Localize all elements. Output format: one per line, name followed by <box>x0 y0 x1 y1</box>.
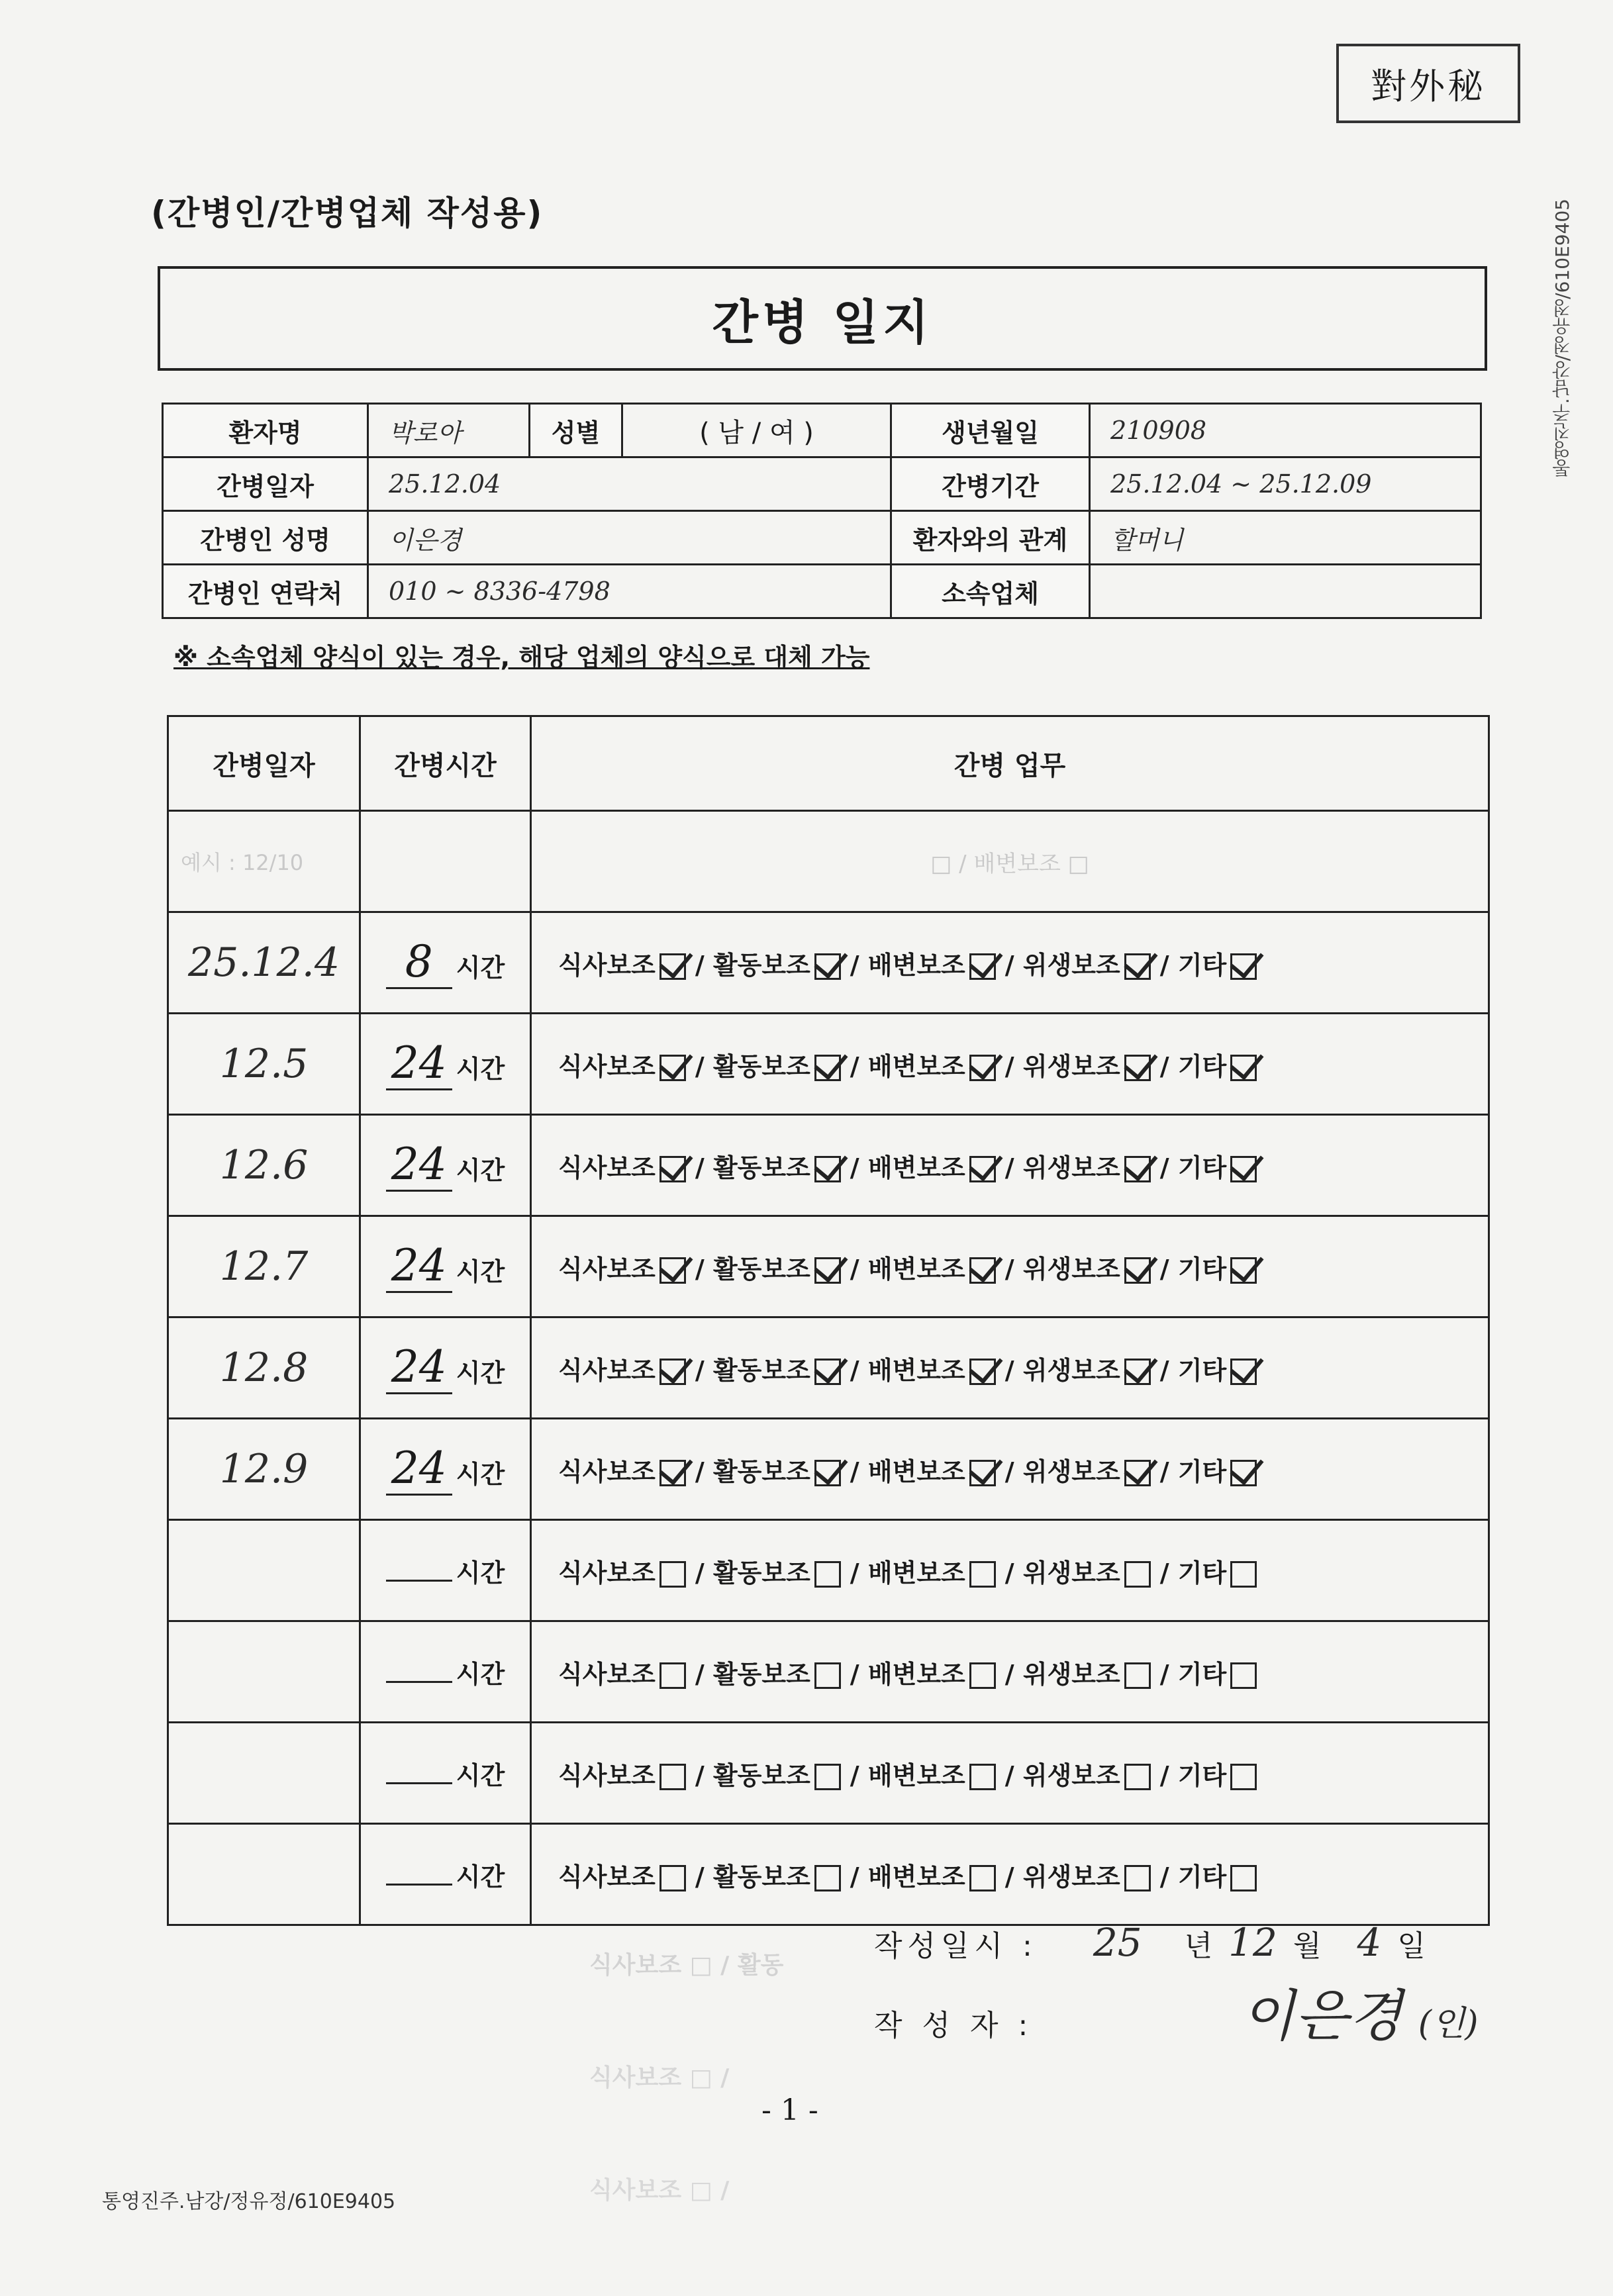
form-subtitle: (간병인/간병업체 작성용) <box>151 194 544 232</box>
duty-item <box>1178 1856 1262 1893</box>
duty-item <box>1023 1553 1156 1589</box>
care-date-label: 간병일자 <box>163 457 368 511</box>
duty-item <box>868 1147 1001 1184</box>
duty-item <box>1023 1654 1156 1690</box>
writer-label: 작 성 자 : <box>874 2009 1034 2042</box>
log-hours: 8 <box>386 936 452 989</box>
example-hours <box>360 811 531 912</box>
duty-label: 활동보조 <box>712 1659 810 1689</box>
duty-label: 식사보조 <box>558 1760 656 1790</box>
example-date: 예시 : 12/10 <box>168 811 360 912</box>
log-date <box>168 1621 360 1723</box>
duty-label: 배변보조 <box>867 1153 965 1182</box>
duty-checkbox[interactable] <box>1230 1764 1257 1790</box>
duty-checkbox[interactable] <box>814 1055 841 1081</box>
duty-label: 위생보조 <box>1022 1355 1120 1385</box>
care-period-label: 간병기간 <box>891 457 1090 511</box>
duty-label: 활동보조 <box>712 1254 810 1284</box>
duty-item <box>558 1755 691 1792</box>
duty-label: 위생보조 <box>1022 1457 1120 1486</box>
duty-checkbox[interactable] <box>660 1865 686 1891</box>
writer-seal: (인) <box>1418 2004 1479 2044</box>
hours-unit: 시간 <box>456 1257 505 1286</box>
duty-item <box>868 1249 1001 1285</box>
header-care-date: 간병일자 <box>168 716 360 811</box>
care-date-value: 25.12.04 <box>368 457 891 511</box>
writer-signature: 이은경 <box>1241 1984 1402 2048</box>
header-care-duties: 간병 업무 <box>531 716 1489 811</box>
duty-checkbox[interactable] <box>1230 1156 1257 1182</box>
duty-item <box>558 1046 691 1082</box>
log-hours-cell <box>360 1317 531 1419</box>
duty-label: 활동보조 <box>712 1457 810 1486</box>
log-date <box>168 1520 360 1621</box>
signature-block <box>874 1920 1479 2052</box>
relation-value: 할머니 <box>1090 511 1481 565</box>
hours-unit: 시간 <box>456 953 505 982</box>
duty-item <box>1178 1553 1262 1589</box>
duty-checkbox[interactable] <box>1124 1257 1151 1284</box>
day-unit: 일 <box>1397 1929 1426 1963</box>
written-year: 25 <box>1093 1920 1142 1965</box>
log-hours-cell <box>360 1216 531 1317</box>
duty-checkbox[interactable] <box>969 1662 996 1689</box>
log-row <box>168 1723 1489 1824</box>
duty-checkbox[interactable] <box>814 1257 841 1284</box>
duty-item <box>1178 1249 1262 1285</box>
duty-item <box>1178 1046 1262 1082</box>
log-row <box>168 1621 1489 1723</box>
duty-label: 식사보조 <box>558 1355 656 1385</box>
care-log-table <box>167 715 1490 1926</box>
duty-label: 위생보조 <box>1022 1051 1120 1081</box>
duty-label: 기타 <box>1177 1659 1227 1689</box>
log-duties: 식사보조 / 활동보조 / 배변보조 / 위생보조 / 기타 <box>531 1621 1489 1723</box>
duty-checkbox[interactable] <box>969 1257 996 1284</box>
duty-item <box>713 1451 846 1488</box>
duty-label: 활동보조 <box>712 1051 810 1081</box>
duty-label: 활동보조 <box>712 1558 810 1588</box>
duty-item <box>713 1553 846 1589</box>
example-duty: □ / 배변보조 □ <box>531 811 1489 912</box>
duty-label: 식사보조 <box>558 1051 656 1081</box>
duty-checkbox[interactable] <box>1230 1359 1257 1385</box>
document-title: 간병 일지 <box>158 266 1487 371</box>
hours-unit: 시간 <box>456 1156 505 1185</box>
caregiver-name-label: 간병인 성명 <box>163 511 368 565</box>
duty-checkbox[interactable] <box>1230 1561 1257 1588</box>
log-date: 12.9 <box>168 1419 360 1520</box>
duty-checkbox[interactable] <box>660 1156 686 1182</box>
duty-label: 기타 <box>1177 1051 1227 1081</box>
relation-label: 환자와의 관계 <box>891 511 1090 565</box>
duty-label: 식사보조 <box>558 1457 656 1486</box>
patient-info-table <box>162 403 1482 619</box>
bleed-through-2: 식사보조 □ / <box>589 2064 730 2091</box>
duty-label: 활동보조 <box>712 950 810 980</box>
duty-item <box>558 945 691 981</box>
duty-checkbox[interactable] <box>660 1561 686 1588</box>
duty-item <box>558 1350 691 1386</box>
contact-value: 010 ~ 8336-4798 <box>368 565 891 618</box>
duty-checkbox[interactable] <box>1230 1865 1257 1891</box>
duty-checkbox[interactable] <box>660 1460 686 1486</box>
vertical-watermark: 통영진주.남강/정유정/610E9405 <box>1551 199 1573 479</box>
duty-label: 위생보조 <box>1022 1862 1120 1891</box>
agency-label: 소속업체 <box>891 565 1090 618</box>
duty-item <box>713 1755 846 1792</box>
duty-checkbox[interactable] <box>969 1764 996 1790</box>
duty-checkbox[interactable] <box>660 1764 686 1790</box>
duty-label: 기타 <box>1177 1153 1227 1182</box>
duty-item <box>713 1249 846 1285</box>
duty-checkbox[interactable] <box>1230 1662 1257 1689</box>
written-day: 4 <box>1357 1920 1382 1965</box>
agency-value <box>1090 565 1481 618</box>
duty-label: 배변보조 <box>867 1659 965 1689</box>
duty-item <box>713 1147 846 1184</box>
duty-item <box>713 1856 846 1893</box>
duty-item <box>1178 1350 1262 1386</box>
duty-checkbox[interactable] <box>969 1865 996 1891</box>
duty-checkbox[interactable] <box>814 953 841 980</box>
duty-item <box>868 1654 1001 1690</box>
duty-label: 위생보조 <box>1022 1558 1120 1588</box>
duty-checkbox[interactable] <box>1230 1460 1257 1486</box>
log-hours-cell <box>360 912 531 1014</box>
log-duties: 식사보조 / 활동보조 / 배변보조 / 위생보조 / 기타 <box>531 1824 1489 1925</box>
gender-label: 성별 <box>530 404 622 457</box>
duty-item <box>558 1654 691 1690</box>
log-hours: 24 <box>386 1037 452 1090</box>
duty-checkbox[interactable] <box>1230 1257 1257 1284</box>
duty-label: 기타 <box>1177 1760 1227 1790</box>
duty-item <box>713 1046 846 1082</box>
duty-item <box>713 1350 846 1386</box>
duty-item <box>558 1249 691 1285</box>
log-hours: 24 <box>386 1341 452 1394</box>
birth-value: 210908 <box>1090 404 1481 457</box>
duty-item <box>868 945 1001 981</box>
header-care-hours: 간병시간 <box>360 716 531 811</box>
duty-label: 기타 <box>1177 1457 1227 1486</box>
log-duties: 식사보조 / 활동보조 / 배변보조 / 위생보조 / 기타 <box>531 1317 1489 1419</box>
duty-checkbox[interactable] <box>969 1561 996 1588</box>
duty-checkbox[interactable] <box>969 953 996 980</box>
duty-checkbox[interactable] <box>814 1460 841 1486</box>
duty-item <box>1178 945 1262 981</box>
log-duties: 식사보조 / 활동보조 / 배변보조 / 위생보조 / 기타 <box>531 1216 1489 1317</box>
page-number: - 1 - <box>761 2093 818 2127</box>
duty-item <box>1023 1249 1156 1285</box>
duty-label: 배변보조 <box>867 1051 965 1081</box>
duty-checkbox[interactable] <box>814 1156 841 1182</box>
log-row <box>168 912 1489 1014</box>
duty-item <box>1178 1755 1262 1792</box>
month-unit: 월 <box>1293 1929 1322 1963</box>
duty-label: 위생보조 <box>1022 1659 1120 1689</box>
log-hours-cell <box>360 1014 531 1115</box>
log-duties: 식사보조 / 활동보조 / 배변보조 / 위생보조 / 기타 <box>531 1520 1489 1621</box>
duty-label: 배변보조 <box>867 950 965 980</box>
duty-item <box>558 1147 691 1184</box>
log-date <box>168 1723 360 1824</box>
duty-label: 기타 <box>1177 950 1227 980</box>
log-hours-cell <box>360 1621 531 1723</box>
duty-label: 활동보조 <box>712 1760 810 1790</box>
duty-item <box>868 1553 1001 1589</box>
duty-item <box>868 1046 1001 1082</box>
duty-item <box>713 1654 846 1690</box>
duty-item <box>868 1856 1001 1893</box>
duty-label: 기타 <box>1177 1558 1227 1588</box>
duty-item <box>713 945 846 981</box>
duty-checkbox[interactable] <box>814 1662 841 1689</box>
duty-label: 배변보조 <box>867 1355 965 1385</box>
duty-label: 식사보조 <box>558 1254 656 1284</box>
duty-item <box>868 1350 1001 1386</box>
log-hours-cell <box>360 1419 531 1520</box>
gender-options: ( 남 / 여 ) <box>622 404 891 457</box>
duty-checkbox[interactable] <box>660 1662 686 1689</box>
confidential-stamp: 對外秘 <box>1336 44 1520 123</box>
duty-label: 기타 <box>1177 1355 1227 1385</box>
log-duties: 식사보조 / 활동보조 / 배변보조 / 위생보조 / 기타 <box>531 1723 1489 1824</box>
duty-label: 배변보조 <box>867 1558 965 1588</box>
duty-label: 식사보조 <box>558 1558 656 1588</box>
log-duties: 식사보조 / 활동보조 / 배변보조 / 위생보조 / 기타 <box>531 912 1489 1014</box>
duty-label: 배변보조 <box>867 1862 965 1891</box>
log-row <box>168 1824 1489 1925</box>
log-hours: 24 <box>386 1240 452 1293</box>
patient-name-value: 박로아 <box>368 404 530 457</box>
duty-item <box>868 1451 1001 1488</box>
duty-checkbox[interactable] <box>1124 1561 1151 1588</box>
log-hours-cell <box>360 1520 531 1621</box>
duty-checkbox[interactable] <box>1124 1460 1151 1486</box>
duty-item <box>1023 1856 1156 1893</box>
duty-label: 위생보조 <box>1022 950 1120 980</box>
duty-label: 식사보조 <box>558 1862 656 1891</box>
hours-unit: 시간 <box>456 1558 505 1588</box>
example-row <box>168 811 1489 912</box>
log-date: 12.8 <box>168 1317 360 1419</box>
duty-item <box>1023 1451 1156 1488</box>
duty-item <box>1178 1451 1262 1488</box>
written-date-label: 작성일시 : <box>874 1929 1038 1963</box>
duty-label: 활동보조 <box>712 1862 810 1891</box>
duty-label: 배변보조 <box>867 1457 965 1486</box>
written-month: 12 <box>1228 1920 1277 1965</box>
duty-checkbox[interactable] <box>969 1359 996 1385</box>
duty-label: 위생보조 <box>1022 1254 1120 1284</box>
caregiver-name-value: 이은경 <box>368 511 891 565</box>
hours-unit: 시간 <box>456 1055 505 1084</box>
duty-item <box>1023 1350 1156 1386</box>
duty-checkbox[interactable] <box>814 1865 841 1891</box>
duty-label: 위생보조 <box>1022 1153 1120 1182</box>
hours-unit: 시간 <box>456 1460 505 1489</box>
duty-label: 배변보조 <box>867 1254 965 1284</box>
log-hours <box>386 1884 452 1886</box>
log-row <box>168 1115 1489 1216</box>
log-duties: 식사보조 / 활동보조 / 배변보조 / 위생보조 / 기타 <box>531 1014 1489 1115</box>
hours-unit: 시간 <box>456 1862 505 1891</box>
duty-item <box>558 1553 691 1589</box>
duty-item <box>868 1755 1001 1792</box>
duty-label: 기타 <box>1177 1862 1227 1891</box>
duty-item <box>1023 1046 1156 1082</box>
log-row <box>168 1014 1489 1115</box>
duty-checkbox[interactable] <box>969 1156 996 1182</box>
duty-checkbox[interactable] <box>1230 1055 1257 1081</box>
hours-unit: 시간 <box>456 1359 505 1388</box>
duty-item <box>1178 1147 1262 1184</box>
duty-item <box>1023 1755 1156 1792</box>
duty-item <box>1023 1147 1156 1184</box>
log-hours <box>386 1580 452 1582</box>
duty-checkbox[interactable] <box>1124 1156 1151 1182</box>
duty-checkbox[interactable] <box>660 953 686 980</box>
log-hours-cell <box>360 1115 531 1216</box>
duty-item <box>558 1856 691 1893</box>
duty-item <box>1178 1654 1262 1690</box>
duty-label: 식사보조 <box>558 1153 656 1182</box>
duty-item <box>558 1451 691 1488</box>
duty-checkbox[interactable] <box>1124 953 1151 980</box>
log-row <box>168 1520 1489 1621</box>
duty-checkbox[interactable] <box>660 1257 686 1284</box>
footer-mark: 통영진주.남강/정유정/610E9405 <box>102 2190 396 2213</box>
form-note: ※ 소속업체 양식이 있는 경우, 해당 업체의 양식으로 대체 가능 <box>173 643 870 672</box>
duty-checkbox[interactable] <box>1124 1865 1151 1891</box>
duty-label: 활동보조 <box>712 1153 810 1182</box>
duty-checkbox[interactable] <box>660 1359 686 1385</box>
log-duties: 식사보조 / 활동보조 / 배변보조 / 위생보조 / 기타 <box>531 1419 1489 1520</box>
log-hours: 24 <box>386 1139 452 1192</box>
log-row <box>168 1419 1489 1520</box>
log-hours <box>386 1782 452 1784</box>
duty-checkbox[interactable] <box>1124 1764 1151 1790</box>
care-period-value: 25.12.04 ~ 25.12.09 <box>1090 457 1481 511</box>
log-date: 25.12.4 <box>168 912 360 1014</box>
duty-checkbox[interactable] <box>660 1055 686 1081</box>
birth-label: 생년월일 <box>891 404 1090 457</box>
log-hours <box>386 1681 452 1683</box>
patient-name-label: 환자명 <box>163 404 368 457</box>
log-hours-cell <box>360 1723 531 1824</box>
duty-checkbox[interactable] <box>814 1561 841 1588</box>
log-date: 12.5 <box>168 1014 360 1115</box>
hours-unit: 시간 <box>456 1659 505 1689</box>
duty-checkbox[interactable] <box>1124 1359 1151 1385</box>
log-date: 12.6 <box>168 1115 360 1216</box>
duty-checkbox[interactable] <box>1124 1662 1151 1689</box>
duty-checkbox[interactable] <box>1230 953 1257 980</box>
duty-label: 기타 <box>1177 1254 1227 1284</box>
duty-item <box>1023 945 1156 981</box>
bleed-through-3: 식사보조 □ / <box>589 2177 730 2204</box>
log-row <box>168 1317 1489 1419</box>
log-hours-cell <box>360 1824 531 1925</box>
duty-checkbox[interactable] <box>814 1359 841 1385</box>
log-date: 12.7 <box>168 1216 360 1317</box>
bleed-through-1: 식사보조 □ / 활동 <box>589 1952 784 1979</box>
duty-label: 위생보조 <box>1022 1760 1120 1790</box>
log-hours: 24 <box>386 1443 452 1496</box>
duty-label: 식사보조 <box>558 1659 656 1689</box>
duty-checkbox[interactable] <box>969 1460 996 1486</box>
duty-checkbox[interactable] <box>814 1764 841 1790</box>
duty-label: 활동보조 <box>712 1355 810 1385</box>
contact-label: 간병인 연락처 <box>163 565 368 618</box>
duty-checkbox[interactable] <box>1124 1055 1151 1081</box>
log-row <box>168 1216 1489 1317</box>
duty-checkbox[interactable] <box>969 1055 996 1081</box>
duty-label: 식사보조 <box>558 950 656 980</box>
log-duties: 식사보조 / 활동보조 / 배변보조 / 위생보조 / 기타 <box>531 1115 1489 1216</box>
hours-unit: 시간 <box>456 1760 505 1790</box>
duty-label: 배변보조 <box>867 1760 965 1790</box>
year-unit: 년 <box>1184 1929 1213 1963</box>
log-date <box>168 1824 360 1925</box>
